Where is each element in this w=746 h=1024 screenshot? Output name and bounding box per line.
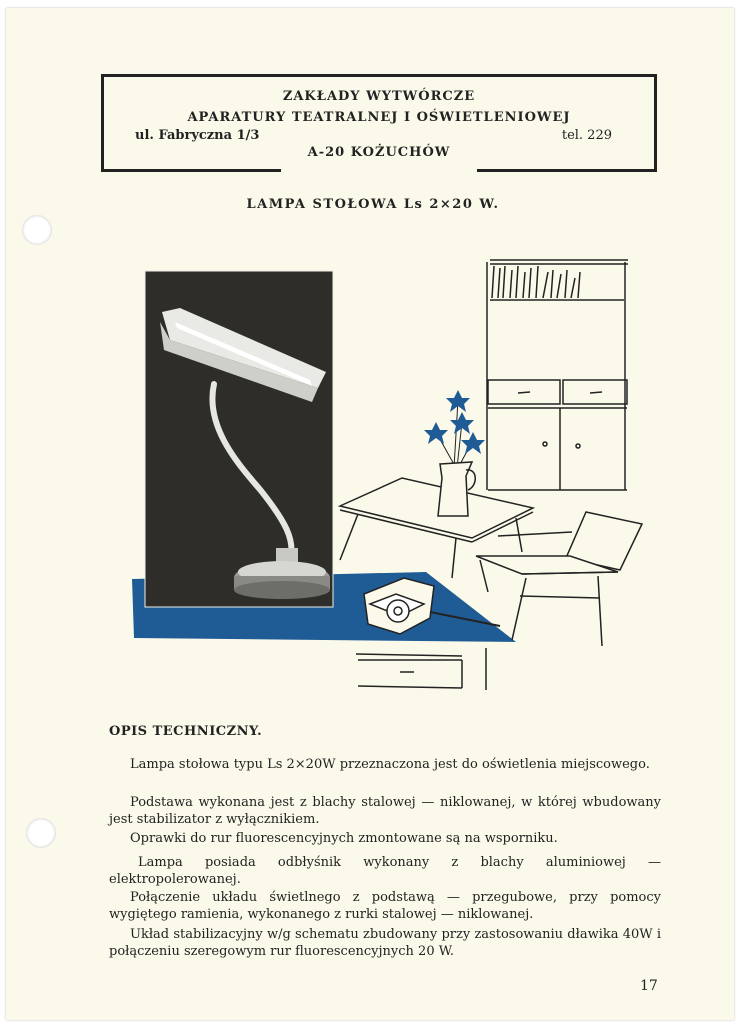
company-phone: tel. 229 [561, 128, 612, 143]
desk-lamp-photo [145, 271, 333, 607]
page-number: 17 [640, 978, 658, 994]
paragraph-3: Oprawki do rur fluorescencyjnych zmontowane są na wsporniku. [130, 831, 558, 846]
paragraph-2: Podstawa wykonana jest z blachy stalowej — niklowanej, w której wbudowany jest stabilizator z wyłącznikiem. [109, 795, 661, 827]
product-title: LAMPA STOŁOWA Ls 2×20 W. [246, 197, 500, 212]
company-division: APARATURY TEATRALNEJ I OŚWIETLENIOWEJ [187, 110, 571, 125]
desk-drawer-sketch [356, 648, 486, 690]
company-name: ZAKŁADY WYTWÓRCZE [282, 89, 476, 104]
section-title: OPIS TECHNICZNY. [109, 724, 263, 739]
company-city: A-20 KOŻUCHÓW [307, 145, 451, 160]
paragraph-6: Układ stabilizacyjny w/g schematu zbudowany przy zastosowaniu dławika 40W i połączeniu szeregowym rur fluorescencyjnych 20 W. [109, 927, 661, 959]
company-street: ul. Fabryczna 1/3 [135, 128, 260, 143]
paragraph-4: Lampa posiada odbłyśnik wykonany z blachy aluminiowej — elektropolerowanej. [109, 855, 661, 887]
paragraph-5: Połączenie układu świetlnego z podstawą — przegubowe, przy pomocy wygiętego ramienia, wykonanego z rurki stalowej — niklowanej. [109, 890, 661, 922]
bookshelf-sketch [487, 260, 628, 490]
paragraph-1: Lampa stołowa typu Ls 2×20W przeznaczona jest do oświetlenia miejscowego. [130, 757, 650, 772]
armchair-sketch [476, 512, 642, 646]
